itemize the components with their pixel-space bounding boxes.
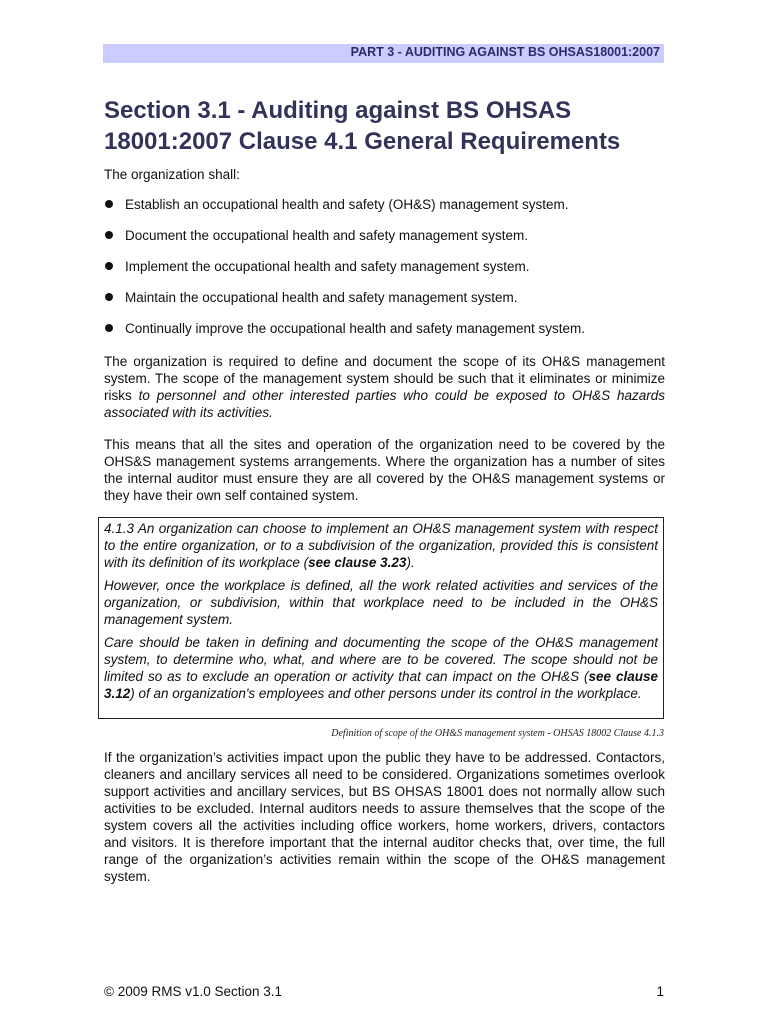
public-impact-paragraph: If the organization’s activities impact upon the public they have to be addressed. Contactors, cleaners and ancillary services all need to be considered. Organizations sometimes overlook support activities and ancillary services, but BS OHSAS 18001 does not normally allow such activities to be excluded. Internal auditors needs to assure themselves that the scope of the system covers all the activities including office workers, home workers, drivers, contactors and visitors. It is therefore important that the internal auditor checks that, over time, the full range of the organization’s activities remain within the scope of the OH&S management system. [104, 750, 665, 884]
title-line-1: Section 3.1 - Auditing against BS OHSAS [104, 97, 572, 124]
list-item: Document the occupational health and safety management system. [104, 227, 585, 258]
clause-quote-box [98, 517, 664, 719]
quote-paragraph-2: However, once the workplace is defined, all the work related activities and services of the organization, or subdivision, within that workplace need to be included in the OH&S management system. [104, 578, 658, 627]
list-item: Implement the occupational health and safety management system. [104, 258, 585, 289]
footer-copyright: © 2009 RMS v1.0 Section 3.1 [104, 984, 283, 999]
quote-caption: Definition of scope of the OH&S management system - OHSAS 18002 Clause 4.1.3 [331, 728, 664, 739]
bullet-icon [105, 200, 113, 208]
bullet-icon [105, 324, 113, 332]
bullet-icon [105, 293, 113, 301]
intro-text: The organization shall: [104, 167, 240, 182]
scope-paragraph: The organization is required to define and document the scope of its OH&S management system. The scope of the management system should be such that it eliminates or minimize risks to personnel and other interested parties who could be exposed to OH&S hazards associated with its activities. [104, 354, 665, 420]
header-band [103, 44, 664, 63]
page-title [104, 95, 704, 157]
list-item: Establish an occupational health and safety (OH&S) management system. [104, 196, 585, 227]
title-line-2: 18001:2007 Clause 4.1 General Requirements [104, 128, 621, 155]
list-item: Maintain the occupational health and safety management system. [104, 289, 585, 320]
quote-paragraph-1: 4.1.3 An organization can choose to implement an OH&S management system with respect to the entire organization, or to a subdivision of the organization, provided this is consistent with its definition of its workplace (see clause 3.23). [104, 521, 658, 570]
page-number: 1 [656, 984, 664, 999]
bullet-icon [105, 262, 113, 270]
sites-paragraph: This means that all the sites and operation of the organization need to be covered by the OHS&S management systems arrangements. Where the organization has a number of sites the internal auditor must ensure they are all covered by the OH&S management systems or they have their own self contained system. [104, 437, 665, 503]
quote-paragraph-3: Care should be taken in defining and documenting the scope of the OH&S management system, to determine who, what, and where are to be covered. The scope should not be limited so as to exclude an operation or activity that can impact on the OH&S (see clause 3.12) of an organization's employees and other persons under its control in the workplace. [104, 635, 659, 701]
header-label: PART 3 - AUDITING AGAINST BS OHSAS18001:2007 [350, 45, 660, 59]
requirements-list [104, 196, 585, 351]
bullet-icon [105, 231, 113, 239]
list-item: Continually improve the occupational health and safety management system. [104, 320, 585, 351]
